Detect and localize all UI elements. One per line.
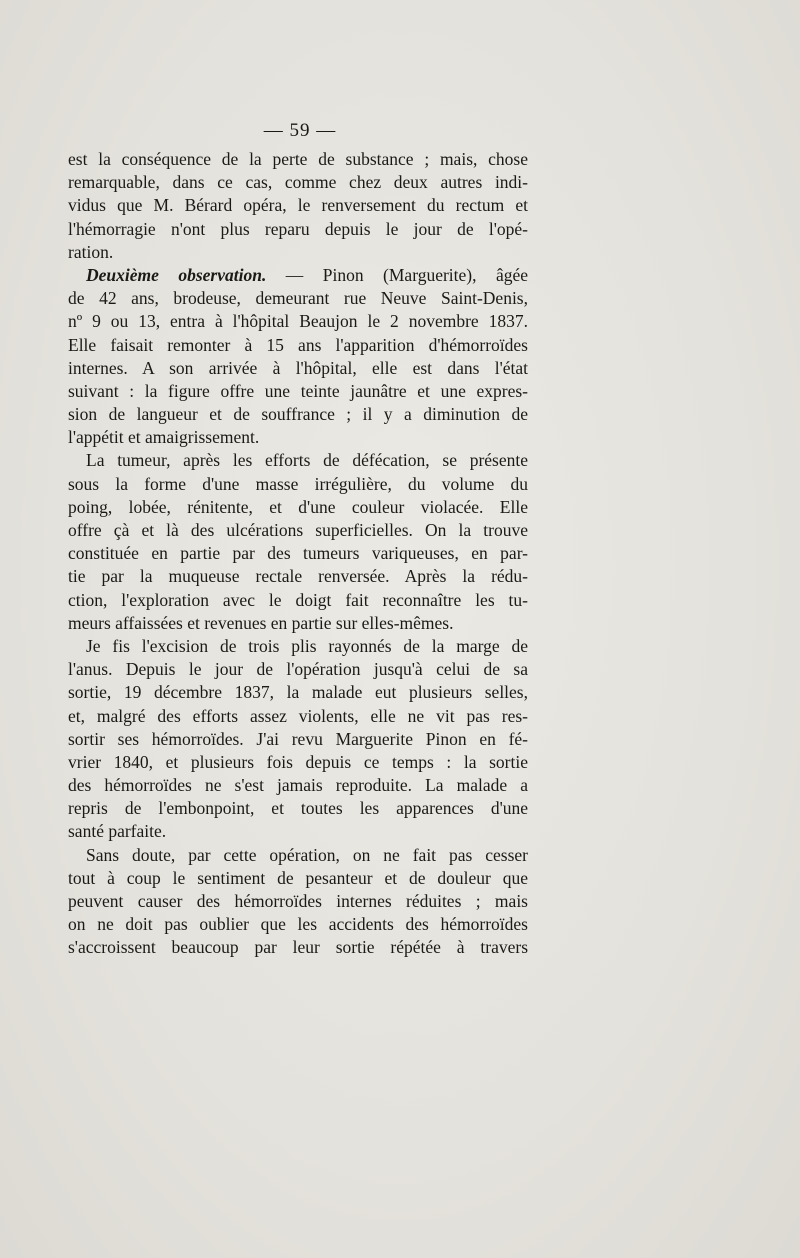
line-text: peuvent causer des hémorroïdes internes réduites ; mais	[68, 891, 528, 911]
text-line	[68, 728, 528, 751]
text-line	[68, 449, 528, 472]
text-line	[68, 194, 528, 217]
line-text: santé parfaite.	[68, 821, 167, 842]
line-text: et, malgré des efforts assez violents, elle ne vit pas res-	[68, 705, 528, 726]
text-line	[68, 774, 528, 797]
text-line	[68, 241, 528, 264]
text-line	[68, 705, 528, 728]
text-line	[68, 658, 528, 681]
line-text: internes. A son arrivée à l'hôpital, elle est dans l'état	[68, 357, 528, 378]
text-line	[68, 357, 528, 380]
text-line	[68, 287, 528, 310]
text-line	[68, 890, 528, 913]
text-line	[68, 820, 528, 843]
line-text: sortir ses hémorroïdes. J'ai revu Marguerite Pinon en fé-	[68, 728, 528, 749]
text-line	[68, 264, 528, 287]
text-line	[68, 403, 528, 426]
line-text: de 42 ans, brodeuse, demeurant rue Neuve Saint-Denis,	[68, 288, 528, 309]
line-text: Je fis l'excision de trois plis rayonnés de la marge de	[86, 635, 528, 656]
line-text: Sans doute, par cette opération, on ne fait pas cesser	[86, 844, 528, 865]
text-line	[68, 473, 528, 496]
line-text: remarquable, dans ce cas, comme chez deux autres indi-	[68, 172, 528, 193]
body-text	[68, 148, 528, 960]
line-text: vrier 1840, et plusieurs fois depuis ce temps : la sortie	[68, 751, 528, 772]
text-line	[68, 565, 528, 588]
line-text: suivant : la figure offre une teinte jaunâtre et une expres-	[68, 380, 528, 401]
line-text: des hémorroïdes ne s'est jamais reproduite. La malade a	[68, 775, 528, 796]
text-line	[68, 519, 528, 542]
text-line	[68, 681, 528, 704]
text-line	[68, 148, 528, 171]
text-line	[68, 334, 528, 357]
text-line	[68, 380, 528, 403]
text-line	[68, 171, 528, 194]
line-text: Elle faisait remonter à 15 ans l'apparition d'hémorroïdes	[68, 334, 528, 355]
text-line	[68, 496, 528, 519]
line-text: sous la forme d'une masse irrégulière, du volume du	[68, 473, 528, 494]
text-line	[68, 542, 528, 565]
line-text: l'anus. Depuis le jour de l'opération jusqu'à celui de sa	[68, 659, 528, 680]
text-line	[68, 426, 528, 449]
line-text: s'accroissent beaucoup par leur sortie répétée à travers	[68, 937, 528, 958]
text-line	[68, 612, 528, 635]
text-line	[68, 589, 528, 612]
line-text: — Pinon (Marguerite), âgée	[266, 264, 528, 285]
line-text: ction, l'exploration avec le doigt fait reconnaître les tu-	[68, 589, 528, 610]
line-text: tie par la muqueuse rectale renversée. Après la rédu-	[68, 566, 528, 587]
line-text: La tumeur, après les efforts de défécation, se présente	[86, 450, 528, 471]
line-text: vidus que M. Bérard opéra, le renversement du rectum et	[68, 195, 528, 216]
text-line	[68, 751, 528, 774]
page-number: — 59 —	[263, 120, 337, 141]
observation-heading: Deuxième observation.	[86, 264, 267, 285]
text-line	[68, 913, 528, 936]
line-text: on ne doit pas oublier que les accidents des hémorroïdes	[68, 914, 528, 935]
line-text: meurs affaissées et revenues en partie sur elles-mêmes.	[68, 612, 454, 633]
text-line	[68, 218, 528, 241]
line-text: l'appétit et amaigrissement.	[68, 427, 260, 448]
line-text: offre çà et là des ulcérations superficielles. On la trouve	[68, 520, 528, 540]
line-text: ration.	[68, 241, 114, 262]
text-line	[68, 867, 528, 890]
line-text: sortie, 19 décembre 1837, la malade eut plusieurs selles,	[68, 682, 528, 703]
line-text: nº 9 ou 13, entra à l'hôpital Beaujon le 2 novembre 1837.	[68, 311, 528, 332]
line-text: poing, lobée, rénitente, et d'une couleur violacée. Elle	[68, 496, 528, 517]
text-line	[68, 310, 528, 333]
line-text: constituée en partie par des tumeurs variqueuses, en par-	[68, 543, 528, 564]
text-line	[68, 797, 528, 820]
line-text: tout à coup le sentiment de pesanteur et de douleur que	[68, 867, 528, 888]
line-text: l'hémorragie n'ont plus reparu depuis le jour de l'opé-	[68, 218, 528, 239]
line-text: sion de langueur et de souffrance ; il y a diminution de	[68, 404, 528, 425]
text-line	[68, 844, 528, 867]
line-text: repris de l'embonpoint, et toutes les apparences d'une	[68, 798, 528, 819]
line-text: est la conséquence de la perte de substance ; mais, chose	[68, 149, 528, 169]
text-line	[68, 936, 528, 959]
text-line	[68, 635, 528, 658]
